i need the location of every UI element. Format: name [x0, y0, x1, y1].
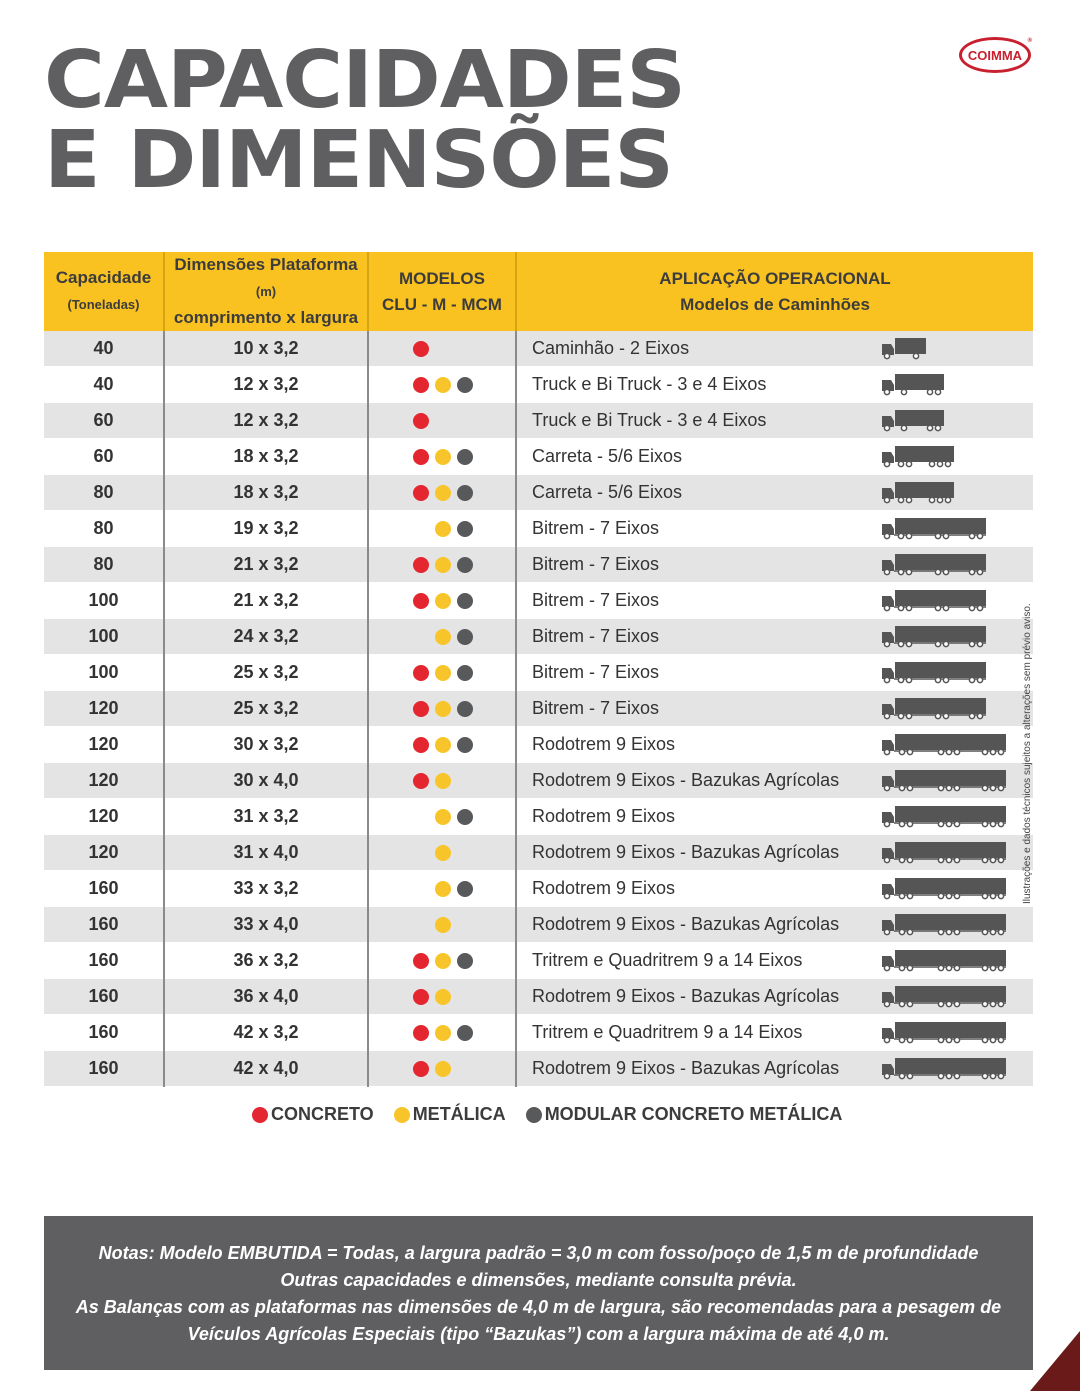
cell-aplicacao	[516, 439, 1033, 475]
cell-capacidade: 120	[44, 763, 164, 799]
metalica-dot-icon	[435, 845, 451, 861]
table-row	[44, 979, 1033, 1015]
logo-registered: ®	[1027, 38, 1032, 44]
cell-dimensoes: 10 x 3,2	[164, 331, 368, 367]
cell-dimensoes: 25 x 3,2	[164, 691, 368, 727]
cell-capacidade: 120	[44, 835, 164, 871]
rodotrem-icon	[880, 768, 1008, 797]
concreto-dot-icon	[413, 557, 429, 573]
cell-modelos	[368, 835, 516, 871]
modular-dot-icon	[526, 1107, 542, 1123]
modular-dot-icon	[457, 377, 473, 393]
rodotrem-icon	[880, 804, 1008, 833]
cell-aplicacao	[516, 619, 1033, 655]
notes-line-2: Outras capacidades e dimensões, mediante consulta prévia.	[280, 1270, 797, 1290]
header-aplicacao: APLICAÇÃO OPERACIONAL Modelos de Caminhões	[516, 252, 1033, 331]
metalica-dot-icon	[435, 521, 451, 537]
cell-dimensoes: 33 x 3,2	[164, 871, 368, 907]
table-row	[44, 907, 1033, 943]
cell-aplicacao	[516, 943, 1033, 979]
header-dimensoes: Dimensões Plataforma (m) comprimento x largura	[164, 252, 368, 331]
metalica-dot-icon	[435, 1061, 451, 1077]
cell-capacidade: 120	[44, 727, 164, 763]
metalica-dot-icon	[435, 593, 451, 609]
cell-dimensoes: 42 x 4,0	[164, 1051, 368, 1087]
metalica-dot-icon	[435, 629, 451, 645]
concreto-dot-icon	[413, 341, 429, 357]
table-row	[44, 583, 1033, 619]
table-row	[44, 943, 1033, 979]
cell-aplicacao	[516, 979, 1033, 1015]
cell-aplicacao	[516, 367, 1033, 403]
cell-capacidade: 160	[44, 979, 164, 1015]
rodotrem-icon	[880, 732, 1008, 761]
corner-decoration	[1030, 1331, 1080, 1391]
cell-aplicacao	[516, 475, 1033, 511]
aplicacao-text: Bitrem - 7 Eixos	[532, 626, 660, 646]
aplicacao-text: Carreta - 5/6 Eixos	[532, 446, 683, 466]
coimma-logo	[959, 37, 1031, 73]
aplicacao-text: Rodotrem 9 Eixos - Bazukas Agrícolas	[532, 914, 840, 934]
cell-capacidade: 80	[44, 511, 164, 547]
modular-dot-icon	[457, 1025, 473, 1041]
cell-aplicacao	[516, 835, 1033, 871]
metalica-dot-icon	[435, 665, 451, 681]
table-row	[44, 1015, 1033, 1051]
cell-dimensoes: 12 x 3,2	[164, 367, 368, 403]
cell-aplicacao	[516, 763, 1033, 799]
concreto-dot-icon	[413, 485, 429, 501]
table-row	[44, 871, 1033, 907]
cell-capacidade: 60	[44, 403, 164, 439]
cell-aplicacao	[516, 547, 1033, 583]
concreto-dot-icon	[413, 593, 429, 609]
cell-dimensoes: 12 x 3,2	[164, 403, 368, 439]
bitrem-icon	[880, 552, 988, 581]
cell-modelos	[368, 439, 516, 475]
cell-aplicacao	[516, 691, 1033, 727]
bitrem-icon	[880, 588, 988, 617]
metalica-dot-icon	[435, 809, 451, 825]
table-row	[44, 331, 1033, 367]
table-row	[44, 439, 1033, 475]
cell-aplicacao	[516, 871, 1033, 907]
concreto-dot-icon	[413, 701, 429, 717]
cell-modelos	[368, 1051, 516, 1087]
cell-modelos	[368, 871, 516, 907]
table-row	[44, 367, 1033, 403]
concreto-dot-icon	[413, 737, 429, 753]
cell-capacidade: 160	[44, 907, 164, 943]
title-line-1: CAPACIDADES	[44, 34, 685, 126]
table-row	[44, 547, 1033, 583]
logo-text: COIMMA	[967, 47, 1023, 63]
cell-dimensoes: 36 x 3,2	[164, 943, 368, 979]
cell-aplicacao	[516, 1051, 1033, 1087]
bitrem-icon	[880, 696, 988, 725]
title-line-2: E DIMENSÕES	[44, 114, 674, 206]
cell-modelos	[368, 655, 516, 691]
metalica-dot-icon	[435, 377, 451, 393]
metalica-dot-icon	[435, 917, 451, 933]
cell-modelos	[368, 691, 516, 727]
cell-aplicacao	[516, 655, 1033, 691]
cell-dimensoes: 25 x 3,2	[164, 655, 368, 691]
cell-modelos	[368, 475, 516, 511]
cell-modelos	[368, 727, 516, 763]
table-row	[44, 619, 1033, 655]
cell-capacidade: 40	[44, 367, 164, 403]
cell-dimensoes: 30 x 3,2	[164, 727, 368, 763]
cell-modelos	[368, 547, 516, 583]
table-row	[44, 655, 1033, 691]
rodotrem-icon	[880, 912, 1008, 941]
aplicacao-text: Rodotrem 9 Eixos	[532, 734, 676, 754]
modular-dot-icon	[457, 629, 473, 645]
table-row	[44, 691, 1033, 727]
rodotrem-icon	[880, 984, 1008, 1013]
cell-modelos	[368, 619, 516, 655]
notes-line-3: As Balanças com as plataformas nas dimensões de 4,0 m de largura, são recomendadas para a pesagem de	[75, 1297, 1002, 1317]
cell-aplicacao	[516, 403, 1033, 439]
cell-aplicacao	[516, 331, 1033, 367]
cell-capacidade: 160	[44, 943, 164, 979]
legend-modular: MODULAR CONCRETO METÁLICA	[526, 1104, 843, 1125]
rodotrem-icon	[880, 876, 1008, 905]
concreto-dot-icon	[413, 953, 429, 969]
metalica-dot-icon	[435, 953, 451, 969]
table-row	[44, 511, 1033, 547]
concreto-dot-icon	[413, 413, 429, 429]
bitrem-icon	[880, 624, 988, 653]
cell-dimensoes: 31 x 4,0	[164, 835, 368, 871]
cell-dimensoes: 33 x 4,0	[164, 907, 368, 943]
aplicacao-text: Rodotrem 9 Eixos	[532, 806, 676, 826]
cell-modelos	[368, 799, 516, 835]
cell-capacidade: 120	[44, 691, 164, 727]
cell-capacidade: 40	[44, 331, 164, 367]
cell-aplicacao	[516, 727, 1033, 763]
bitrem-icon	[880, 660, 988, 689]
aplicacao-text: Rodotrem 9 Eixos - Bazukas Agrícolas	[532, 842, 840, 862]
cell-dimensoes: 31 x 3,2	[164, 799, 368, 835]
aplicacao-text: Tritrem e Quadritrem 9 a 14 Eixos	[532, 950, 803, 970]
aplicacao-text: Bitrem - 7 Eixos	[532, 554, 660, 574]
cell-capacidade: 160	[44, 871, 164, 907]
rodotrem-icon	[880, 1056, 1008, 1085]
table-header-row	[44, 252, 1033, 331]
modular-dot-icon	[457, 737, 473, 753]
aplicacao-text: Rodotrem 9 Eixos - Bazukas Agrícolas	[532, 986, 840, 1006]
aplicacao-text: Bitrem - 7 Eixos	[532, 698, 660, 718]
modular-dot-icon	[457, 701, 473, 717]
cell-modelos	[368, 763, 516, 799]
metalica-dot-icon	[435, 1025, 451, 1041]
cell-dimensoes: 18 x 3,2	[164, 475, 368, 511]
aplicacao-text: Rodotrem 9 Eixos	[532, 878, 676, 898]
cell-modelos	[368, 367, 516, 403]
metalica-dot-icon	[435, 773, 451, 789]
table-row	[44, 835, 1033, 871]
bitrem-icon	[880, 516, 988, 545]
table-row	[44, 475, 1033, 511]
legend-concreto: CONCRETO	[252, 1104, 374, 1125]
rodotrem-icon	[880, 1020, 1008, 1049]
cell-dimensoes: 21 x 3,2	[164, 547, 368, 583]
cell-capacidade: 160	[44, 1051, 164, 1087]
cell-capacidade: 80	[44, 475, 164, 511]
metalica-dot-icon	[435, 989, 451, 1005]
truck-3-axle-icon	[880, 372, 946, 401]
aplicacao-text: Rodotrem 9 Eixos - Bazukas Agrícolas	[532, 1058, 840, 1078]
aplicacao-text: Truck e Bi Truck - 3 e 4 Eixos	[532, 374, 767, 394]
modular-dot-icon	[457, 449, 473, 465]
table-row	[44, 799, 1033, 835]
table-row	[44, 1051, 1033, 1087]
metalica-dot-icon	[435, 701, 451, 717]
cell-modelos	[368, 943, 516, 979]
metalica-dot-icon	[435, 737, 451, 753]
cell-capacidade: 100	[44, 583, 164, 619]
legend-metalica: METÁLICA	[394, 1104, 506, 1125]
cell-dimensoes: 21 x 3,2	[164, 583, 368, 619]
aplicacao-text: Caminhão - 2 Eixos	[532, 338, 690, 358]
cell-aplicacao	[516, 799, 1033, 835]
cell-capacidade: 160	[44, 1015, 164, 1051]
notes-line-1: Notas: Modelo EMBUTIDA = Todas, a largura padrão = 3,0 m com fosso/poço de 1,5 m de profundidade	[98, 1243, 979, 1263]
truck-3-axle-icon	[880, 408, 946, 437]
cell-dimensoes: 42 x 3,2	[164, 1015, 368, 1051]
capacity-table	[44, 252, 1033, 1087]
concreto-dot-icon	[413, 773, 429, 789]
cell-aplicacao	[516, 1015, 1033, 1051]
rodotrem-icon	[880, 948, 1008, 977]
modular-dot-icon	[457, 557, 473, 573]
table-row	[44, 403, 1033, 439]
aplicacao-text: Bitrem - 7 Eixos	[532, 662, 660, 682]
cell-capacidade: 100	[44, 619, 164, 655]
aplicacao-text: Bitrem - 7 Eixos	[532, 590, 660, 610]
metalica-dot-icon	[435, 557, 451, 573]
modular-dot-icon	[457, 521, 473, 537]
cell-modelos	[368, 331, 516, 367]
aplicacao-text: Rodotrem 9 Eixos - Bazukas Agrícolas	[532, 770, 840, 790]
cell-dimensoes: 30 x 4,0	[164, 763, 368, 799]
cell-aplicacao	[516, 511, 1033, 547]
concreto-dot-icon	[413, 665, 429, 681]
truck-2-axle-icon	[880, 336, 928, 365]
concreto-dot-icon	[252, 1107, 268, 1123]
concreto-dot-icon	[413, 449, 429, 465]
aplicacao-text: Carreta - 5/6 Eixos	[532, 482, 683, 502]
carreta-icon	[880, 480, 956, 509]
cell-capacidade: 80	[44, 547, 164, 583]
cell-aplicacao	[516, 907, 1033, 943]
legend	[252, 1104, 862, 1125]
aplicacao-text: Bitrem - 7 Eixos	[532, 518, 660, 538]
cell-modelos	[368, 1015, 516, 1051]
table-row	[44, 727, 1033, 763]
cell-dimensoes: 19 x 3,2	[164, 511, 368, 547]
concreto-dot-icon	[413, 377, 429, 393]
metalica-dot-icon	[435, 485, 451, 501]
header-capacidade: Capacidade (Toneladas)	[44, 252, 164, 331]
cell-capacidade: 100	[44, 655, 164, 691]
cell-capacidade: 60	[44, 439, 164, 475]
cell-modelos	[368, 583, 516, 619]
cell-dimensoes: 24 x 3,2	[164, 619, 368, 655]
carreta-icon	[880, 444, 956, 473]
notes-line-4: Veículos Agrícolas Especiais (tipo “Bazukas”) com a largura máxima de até 4,0 m.	[187, 1324, 890, 1344]
table-row	[44, 763, 1033, 799]
header-modelos: MODELOS CLU - M - MCM	[368, 252, 516, 331]
notes-box	[44, 1216, 1033, 1370]
modular-dot-icon	[457, 593, 473, 609]
side-disclaimer: Ilustrações e dados técnicos sujeitos a alterações sem prévio aviso.	[1022, 603, 1033, 904]
cell-capacidade: 120	[44, 799, 164, 835]
cell-modelos	[368, 979, 516, 1015]
concreto-dot-icon	[413, 989, 429, 1005]
aplicacao-text: Truck e Bi Truck - 3 e 4 Eixos	[532, 410, 767, 430]
page-title	[44, 34, 685, 206]
cell-dimensoes: 36 x 4,0	[164, 979, 368, 1015]
cell-modelos	[368, 511, 516, 547]
concreto-dot-icon	[413, 1061, 429, 1077]
cell-modelos	[368, 403, 516, 439]
modular-dot-icon	[457, 881, 473, 897]
metalica-dot-icon	[394, 1107, 410, 1123]
metalica-dot-icon	[435, 881, 451, 897]
concreto-dot-icon	[413, 1025, 429, 1041]
modular-dot-icon	[457, 953, 473, 969]
rodotrem-icon	[880, 840, 1008, 869]
modular-dot-icon	[457, 809, 473, 825]
modular-dot-icon	[457, 485, 473, 501]
metalica-dot-icon	[435, 449, 451, 465]
cell-dimensoes: 18 x 3,2	[164, 439, 368, 475]
cell-aplicacao	[516, 583, 1033, 619]
modular-dot-icon	[457, 665, 473, 681]
cell-modelos	[368, 907, 516, 943]
aplicacao-text: Tritrem e Quadritrem 9 a 14 Eixos	[532, 1022, 803, 1042]
